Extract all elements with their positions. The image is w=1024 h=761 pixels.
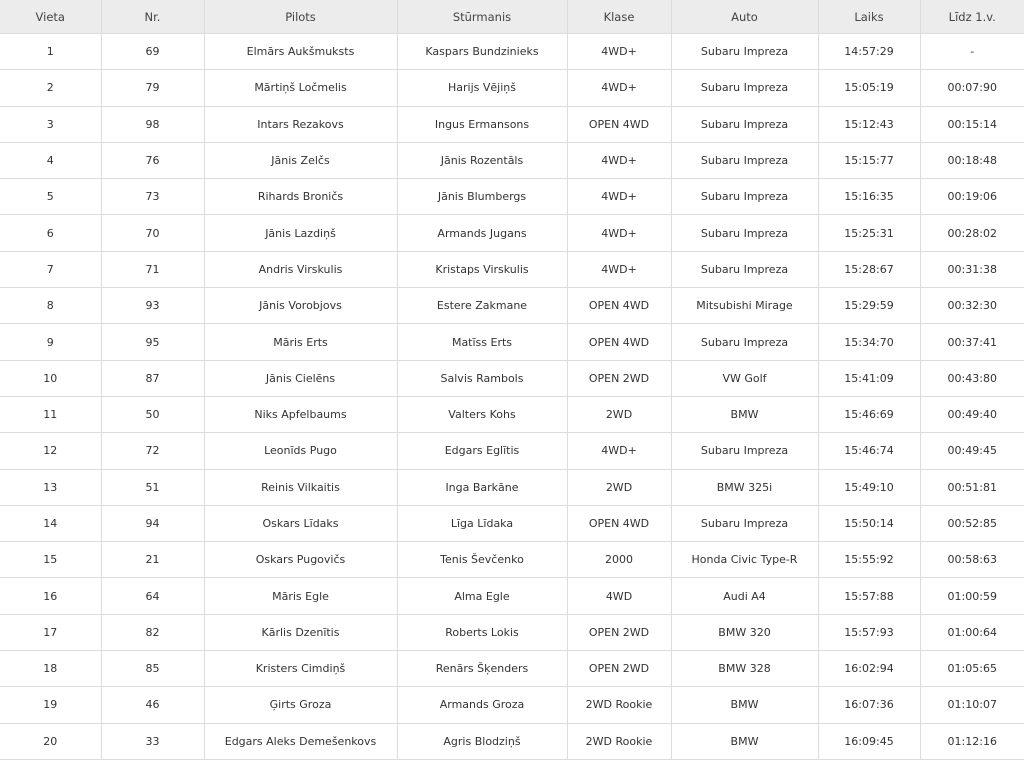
cell-car: BMW <box>671 687 818 723</box>
table-row <box>0 687 1024 723</box>
cell-time: 15:57:88 <box>818 578 920 614</box>
cell-gap: 00:32:30 <box>920 288 1024 324</box>
cell-car: Subaru Impreza <box>671 215 818 251</box>
cell-class: OPEN 2WD <box>567 614 671 650</box>
col-header-pilots: Pilots <box>204 0 397 34</box>
cell-gap: 00:28:02 <box>920 215 1024 251</box>
col-header-laiks: Laiks <box>818 0 920 34</box>
table-row <box>0 578 1024 614</box>
cell-car: Subaru Impreza <box>671 324 818 360</box>
cell-number: 64 <box>101 578 204 614</box>
cell-time: 15:55:92 <box>818 542 920 578</box>
cell-gap: 00:18:48 <box>920 142 1024 178</box>
cell-place: 2 <box>0 70 101 106</box>
cell-gap: 00:07:90 <box>920 70 1024 106</box>
col-header-klase: Klase <box>567 0 671 34</box>
cell-pilot: Ģirts Groza <box>204 687 397 723</box>
cell-class: OPEN 4WD <box>567 505 671 541</box>
cell-class: 4WD+ <box>567 142 671 178</box>
cell-number: 21 <box>101 542 204 578</box>
cell-class: OPEN 4WD <box>567 288 671 324</box>
table-row <box>0 360 1024 396</box>
table-row <box>0 723 1024 759</box>
cell-number: 50 <box>101 396 204 432</box>
table-row <box>0 34 1024 70</box>
cell-gap: 00:58:63 <box>920 542 1024 578</box>
cell-gap: 01:12:16 <box>920 723 1024 759</box>
table-row <box>0 505 1024 541</box>
cell-number: 71 <box>101 251 204 287</box>
cell-co-driver: Tenis Ševčenko <box>397 542 567 578</box>
table-row <box>0 433 1024 469</box>
cell-place: 10 <box>0 360 101 396</box>
table-row <box>0 70 1024 106</box>
table-row <box>0 396 1024 432</box>
cell-place: 1 <box>0 34 101 70</box>
cell-co-driver: Roberts Lokis <box>397 614 567 650</box>
cell-class: 2WD Rookie <box>567 723 671 759</box>
cell-time: 15:05:19 <box>818 70 920 106</box>
cell-time: 15:50:14 <box>818 505 920 541</box>
cell-car: Mitsubishi Mirage <box>671 288 818 324</box>
table-row <box>0 614 1024 650</box>
cell-class: 4WD+ <box>567 34 671 70</box>
cell-co-driver: Armands Groza <box>397 687 567 723</box>
cell-number: 69 <box>101 34 204 70</box>
table-row <box>0 288 1024 324</box>
cell-pilot: Māris Egle <box>204 578 397 614</box>
cell-co-driver: Armands Jugans <box>397 215 567 251</box>
cell-class: OPEN 4WD <box>567 106 671 142</box>
cell-time: 15:15:77 <box>818 142 920 178</box>
cell-place: 20 <box>0 723 101 759</box>
cell-car: BMW <box>671 723 818 759</box>
cell-place: 3 <box>0 106 101 142</box>
cell-place: 4 <box>0 142 101 178</box>
col-header-nr: Nr. <box>101 0 204 34</box>
cell-pilot: Jānis Vorobjovs <box>204 288 397 324</box>
cell-co-driver: Jānis Rozentāls <box>397 142 567 178</box>
table-row <box>0 215 1024 251</box>
cell-time: 14:57:29 <box>818 34 920 70</box>
cell-gap: 00:51:81 <box>920 469 1024 505</box>
cell-class: 4WD+ <box>567 215 671 251</box>
cell-time: 15:29:59 <box>818 288 920 324</box>
cell-time: 15:28:67 <box>818 251 920 287</box>
cell-number: 95 <box>101 324 204 360</box>
cell-class: 4WD+ <box>567 70 671 106</box>
cell-co-driver: Valters Kohs <box>397 396 567 432</box>
cell-pilot: Intars Rezakovs <box>204 106 397 142</box>
cell-time: 16:09:45 <box>818 723 920 759</box>
cell-number: 79 <box>101 70 204 106</box>
cell-pilot: Kristers Cimdiņš <box>204 651 397 687</box>
cell-gap: 00:15:14 <box>920 106 1024 142</box>
cell-pilot: Andris Virskulis <box>204 251 397 287</box>
cell-gap: 01:00:59 <box>920 578 1024 614</box>
cell-co-driver: Renārs Šķenders <box>397 651 567 687</box>
cell-pilot: Jānis Zelčs <box>204 142 397 178</box>
cell-place: 15 <box>0 542 101 578</box>
cell-car: BMW 328 <box>671 651 818 687</box>
cell-number: 76 <box>101 142 204 178</box>
cell-place: 17 <box>0 614 101 650</box>
cell-number: 98 <box>101 106 204 142</box>
cell-car: Subaru Impreza <box>671 433 818 469</box>
cell-class: 4WD+ <box>567 179 671 215</box>
cell-pilot: Kārlis Dzenītis <box>204 614 397 650</box>
cell-number: 94 <box>101 505 204 541</box>
cell-gap: 00:19:06 <box>920 179 1024 215</box>
cell-gap: - <box>920 34 1024 70</box>
col-header-sturmanis: Stūrmanis <box>397 0 567 34</box>
cell-time: 15:34:70 <box>818 324 920 360</box>
cell-class: 2WD <box>567 469 671 505</box>
cell-gap: 00:49:45 <box>920 433 1024 469</box>
cell-class: 4WD+ <box>567 433 671 469</box>
cell-class: OPEN 4WD <box>567 324 671 360</box>
cell-car: Subaru Impreza <box>671 70 818 106</box>
cell-class: OPEN 2WD <box>567 360 671 396</box>
col-header-auto: Auto <box>671 0 818 34</box>
cell-gap: 01:10:07 <box>920 687 1024 723</box>
table-row <box>0 251 1024 287</box>
table-row <box>0 469 1024 505</box>
cell-car: BMW <box>671 396 818 432</box>
cell-pilot: Edgars Aleks Demešenkovs <box>204 723 397 759</box>
cell-place: 7 <box>0 251 101 287</box>
table-row <box>0 142 1024 178</box>
cell-time: 15:46:69 <box>818 396 920 432</box>
cell-pilot: Jānis Cielēns <box>204 360 397 396</box>
table-row <box>0 179 1024 215</box>
cell-pilot: Māris Erts <box>204 324 397 360</box>
cell-place: 5 <box>0 179 101 215</box>
cell-co-driver: Estere Zakmane <box>397 288 567 324</box>
cell-car: Subaru Impreza <box>671 505 818 541</box>
cell-pilot: Elmārs Aukšmuksts <box>204 34 397 70</box>
cell-gap: 00:49:40 <box>920 396 1024 432</box>
cell-number: 70 <box>101 215 204 251</box>
cell-car: Honda Civic Type-R <box>671 542 818 578</box>
cell-car: Subaru Impreza <box>671 34 818 70</box>
cell-place: 11 <box>0 396 101 432</box>
cell-car: Subaru Impreza <box>671 142 818 178</box>
cell-co-driver: Salvis Rambols <box>397 360 567 396</box>
cell-pilot: Oskars Pugovičs <box>204 542 397 578</box>
cell-place: 16 <box>0 578 101 614</box>
cell-co-driver: Inga Barkāne <box>397 469 567 505</box>
col-header-lidz-1v: Līdz 1.v. <box>920 0 1024 34</box>
cell-pilot: Niks Apfelbaums <box>204 396 397 432</box>
col-header-vieta: Vieta <box>0 0 101 34</box>
cell-co-driver: Ingus Ermansons <box>397 106 567 142</box>
cell-time: 15:46:74 <box>818 433 920 469</box>
cell-time: 15:41:09 <box>818 360 920 396</box>
cell-number: 87 <box>101 360 204 396</box>
table-header <box>0 0 1024 34</box>
cell-co-driver: Jānis Blumbergs <box>397 179 567 215</box>
cell-co-driver: Agris Blodziņš <box>397 723 567 759</box>
cell-co-driver: Matīss Erts <box>397 324 567 360</box>
cell-co-driver: Kaspars Bundzinieks <box>397 34 567 70</box>
cell-place: 9 <box>0 324 101 360</box>
table-row <box>0 106 1024 142</box>
table-row <box>0 651 1024 687</box>
cell-gap: 00:43:80 <box>920 360 1024 396</box>
cell-class: 2WD Rookie <box>567 687 671 723</box>
cell-time: 15:57:93 <box>818 614 920 650</box>
cell-pilot: Jānis Lazdiņš <box>204 215 397 251</box>
cell-place: 12 <box>0 433 101 469</box>
cell-time: 15:16:35 <box>818 179 920 215</box>
cell-place: 6 <box>0 215 101 251</box>
cell-pilot: Reinis Vilkaitis <box>204 469 397 505</box>
cell-pilot: Rihards Broničs <box>204 179 397 215</box>
cell-co-driver: Kristaps Virskulis <box>397 251 567 287</box>
cell-car: BMW 325i <box>671 469 818 505</box>
cell-pilot: Mārtiņš Ločmelis <box>204 70 397 106</box>
cell-number: 72 <box>101 433 204 469</box>
cell-place: 19 <box>0 687 101 723</box>
cell-time: 15:25:31 <box>818 215 920 251</box>
cell-class: 2WD <box>567 396 671 432</box>
cell-number: 73 <box>101 179 204 215</box>
cell-gap: 00:31:38 <box>920 251 1024 287</box>
cell-place: 18 <box>0 651 101 687</box>
cell-class: 2000 <box>567 542 671 578</box>
cell-car: Subaru Impreza <box>671 179 818 215</box>
cell-co-driver: Līga Līdaka <box>397 505 567 541</box>
cell-gap: 01:05:65 <box>920 651 1024 687</box>
cell-co-driver: Harijs Vējiņš <box>397 70 567 106</box>
header-row <box>0 0 1024 34</box>
table-row <box>0 542 1024 578</box>
cell-number: 93 <box>101 288 204 324</box>
cell-time: 15:49:10 <box>818 469 920 505</box>
cell-car: Audi A4 <box>671 578 818 614</box>
cell-place: 8 <box>0 288 101 324</box>
cell-number: 46 <box>101 687 204 723</box>
cell-place: 13 <box>0 469 101 505</box>
cell-gap: 01:00:64 <box>920 614 1024 650</box>
cell-class: 4WD+ <box>567 251 671 287</box>
cell-co-driver: Alma Egle <box>397 578 567 614</box>
cell-number: 51 <box>101 469 204 505</box>
cell-pilot: Oskars Līdaks <box>204 505 397 541</box>
table-body <box>0 34 1024 760</box>
cell-pilot: Leonīds Pugo <box>204 433 397 469</box>
cell-class: 4WD <box>567 578 671 614</box>
cell-gap: 00:37:41 <box>920 324 1024 360</box>
cell-co-driver: Edgars Eglītis <box>397 433 567 469</box>
cell-class: OPEN 2WD <box>567 651 671 687</box>
cell-time: 15:12:43 <box>818 106 920 142</box>
cell-car: VW Golf <box>671 360 818 396</box>
cell-number: 82 <box>101 614 204 650</box>
cell-number: 85 <box>101 651 204 687</box>
cell-gap: 00:52:85 <box>920 505 1024 541</box>
cell-number: 33 <box>101 723 204 759</box>
cell-time: 16:02:94 <box>818 651 920 687</box>
cell-time: 16:07:36 <box>818 687 920 723</box>
cell-car: Subaru Impreza <box>671 106 818 142</box>
table-row <box>0 324 1024 360</box>
cell-car: Subaru Impreza <box>671 251 818 287</box>
cell-place: 14 <box>0 505 101 541</box>
cell-car: BMW 320 <box>671 614 818 650</box>
